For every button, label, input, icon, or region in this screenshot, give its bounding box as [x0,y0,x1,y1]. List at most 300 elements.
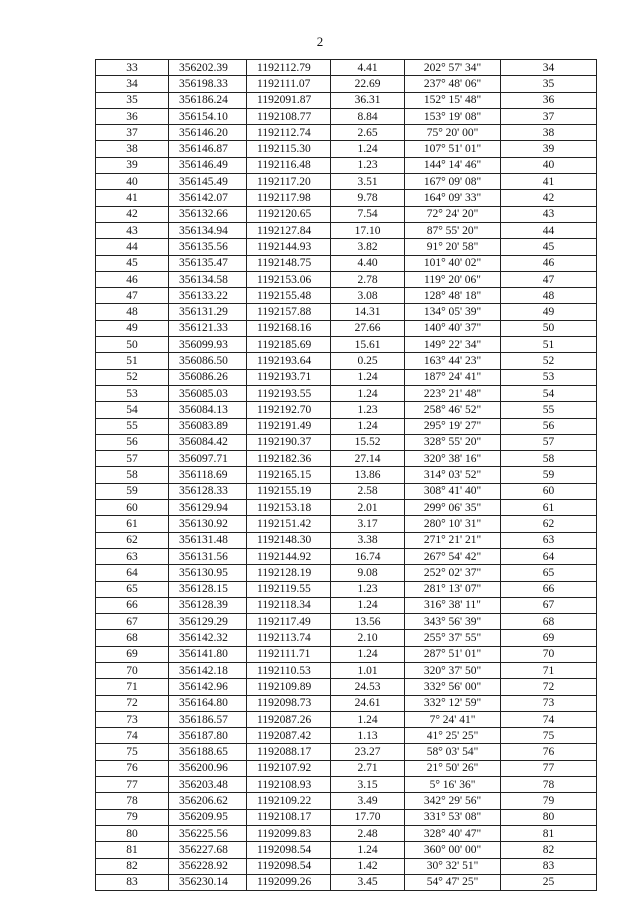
point-from-cell: 52 [96,369,169,385]
point-from-cell: 68 [96,630,169,646]
y-coordinate-cell: 1192109.89 [247,679,331,695]
table-row [96,320,597,336]
distance-cell: 3.49 [331,793,405,809]
y-coordinate-cell: 1192112.79 [247,60,331,76]
distance-cell: 1.23 [331,402,405,418]
point-to-cell: 65 [501,565,597,581]
y-coordinate-cell: 1192151.42 [247,516,331,532]
table-row [96,679,597,695]
direction-angle-cell: 202° 57' 34" [405,60,501,76]
x-coordinate-cell: 356230.14 [169,874,247,890]
y-coordinate-cell: 1192155.48 [247,288,331,304]
table-row [96,353,597,369]
y-coordinate-cell: 1192098.54 [247,842,331,858]
point-from-cell: 64 [96,565,169,581]
table-row [96,402,597,418]
y-coordinate-cell: 1192108.77 [247,108,331,124]
point-to-cell: 41 [501,174,597,190]
direction-angle-cell: 281° 13' 07" [405,581,501,597]
distance-cell: 3.38 [331,532,405,548]
x-coordinate-cell: 356142.96 [169,679,247,695]
page-number: 2 [316,34,324,49]
distance-cell: 1.24 [331,842,405,858]
point-to-cell: 78 [501,777,597,793]
point-from-cell: 66 [96,597,169,613]
distance-cell: 1.24 [331,597,405,613]
point-to-cell: 79 [501,793,597,809]
y-coordinate-cell: 1192119.55 [247,581,331,597]
distance-cell: 22.69 [331,76,405,92]
point-from-cell: 46 [96,271,169,287]
point-from-cell: 70 [96,662,169,678]
point-to-cell: 76 [501,744,597,760]
point-to-cell: 37 [501,108,597,124]
direction-angle-cell: 308° 41' 40" [405,483,501,499]
point-from-cell: 76 [96,760,169,776]
point-from-cell: 74 [96,728,169,744]
point-from-cell: 51 [96,353,169,369]
direction-angle-cell: 299° 06' 35" [405,500,501,516]
distance-cell: 3.15 [331,777,405,793]
table-row [96,483,597,499]
direction-angle-cell: 119° 20' 06" [405,271,501,287]
y-coordinate-cell: 1192110.53 [247,662,331,678]
y-coordinate-cell: 1192144.92 [247,548,331,564]
x-coordinate-cell: 356186.57 [169,711,247,727]
y-coordinate-cell: 1192117.49 [247,614,331,630]
y-coordinate-cell: 1192185.69 [247,337,331,353]
x-coordinate-cell: 356203.48 [169,777,247,793]
x-coordinate-cell: 356141.80 [169,646,247,662]
y-coordinate-cell: 1192088.17 [247,744,331,760]
table-row [96,157,597,173]
point-to-cell: 35 [501,76,597,92]
y-coordinate-cell: 1192109.22 [247,793,331,809]
x-coordinate-cell: 356129.94 [169,500,247,516]
direction-angle-cell: 332° 56' 00" [405,679,501,695]
table-row [96,500,597,516]
y-coordinate-cell: 1192116.48 [247,157,331,173]
point-to-cell: 72 [501,679,597,695]
distance-cell: 1.24 [331,711,405,727]
y-coordinate-cell: 1192192.70 [247,402,331,418]
y-coordinate-cell: 1192155.19 [247,483,331,499]
distance-cell: 1.23 [331,157,405,173]
point-to-cell: 58 [501,451,597,467]
table-row [96,206,597,222]
y-coordinate-cell: 1192153.06 [247,271,331,287]
distance-cell: 15.61 [331,337,405,353]
x-coordinate-cell: 356099.93 [169,337,247,353]
distance-cell: 4.41 [331,60,405,76]
point-from-cell: 45 [96,255,169,271]
point-from-cell: 38 [96,141,169,157]
x-coordinate-cell: 356209.95 [169,809,247,825]
x-coordinate-cell: 356129.29 [169,614,247,630]
x-coordinate-cell: 356187.80 [169,728,247,744]
point-to-cell: 62 [501,516,597,532]
point-to-cell: 63 [501,532,597,548]
distance-cell: 27.14 [331,451,405,467]
point-to-cell: 54 [501,385,597,401]
point-from-cell: 39 [96,157,169,173]
table-row [96,418,597,434]
distance-cell: 2.58 [331,483,405,499]
direction-angle-cell: 164° 09' 33" [405,190,501,206]
direction-angle-cell: 314° 03' 52" [405,467,501,483]
table-row [96,190,597,206]
table-row [96,760,597,776]
point-from-cell: 63 [96,548,169,564]
x-coordinate-cell: 356085.03 [169,385,247,401]
distance-cell: 1.13 [331,728,405,744]
table-row [96,108,597,124]
point-to-cell: 61 [501,500,597,516]
x-coordinate-cell: 356131.29 [169,304,247,320]
y-coordinate-cell: 1192144.93 [247,239,331,255]
point-from-cell: 33 [96,60,169,76]
point-from-cell: 37 [96,125,169,141]
point-from-cell: 72 [96,695,169,711]
table-row [96,581,597,597]
point-from-cell: 40 [96,174,169,190]
x-coordinate-cell: 356134.94 [169,222,247,238]
table-row [96,174,597,190]
point-to-cell: 73 [501,695,597,711]
distance-cell: 0.25 [331,353,405,369]
table-row [96,614,597,630]
x-coordinate-cell: 356146.87 [169,141,247,157]
x-coordinate-cell: 356202.39 [169,60,247,76]
distance-cell: 27.66 [331,320,405,336]
coordinates-table [95,59,597,891]
point-from-cell: 83 [96,874,169,890]
point-to-cell: 53 [501,369,597,385]
y-coordinate-cell: 1192099.83 [247,825,331,841]
y-coordinate-cell: 1192107.92 [247,760,331,776]
distance-cell: 1.01 [331,662,405,678]
x-coordinate-cell: 356086.50 [169,353,247,369]
distance-cell: 3.51 [331,174,405,190]
direction-angle-cell: 140° 40' 37" [405,320,501,336]
direction-angle-cell: 75° 20' 00" [405,125,501,141]
point-from-cell: 79 [96,809,169,825]
point-to-cell: 70 [501,646,597,662]
point-from-cell: 44 [96,239,169,255]
y-coordinate-cell: 1192165.15 [247,467,331,483]
distance-cell: 24.53 [331,679,405,695]
point-to-cell: 74 [501,711,597,727]
table-row [96,271,597,287]
direction-angle-cell: 58° 03' 54" [405,744,501,760]
point-to-cell: 49 [501,304,597,320]
x-coordinate-cell: 356146.20 [169,125,247,141]
y-coordinate-cell: 1192193.71 [247,369,331,385]
x-coordinate-cell: 356186.24 [169,92,247,108]
point-to-cell: 39 [501,141,597,157]
x-coordinate-cell: 356128.33 [169,483,247,499]
table-row [96,451,597,467]
table-row [96,744,597,760]
distance-cell: 1.24 [331,385,405,401]
distance-cell: 9.08 [331,565,405,581]
point-from-cell: 61 [96,516,169,532]
point-from-cell: 59 [96,483,169,499]
direction-angle-cell: 316° 38' 11" [405,597,501,613]
x-coordinate-cell: 356228.92 [169,858,247,874]
direction-angle-cell: 332° 12' 59" [405,695,501,711]
point-from-cell: 58 [96,467,169,483]
point-from-cell: 42 [96,206,169,222]
x-coordinate-cell: 356142.32 [169,630,247,646]
x-coordinate-cell: 356142.07 [169,190,247,206]
y-coordinate-cell: 1192191.49 [247,418,331,434]
direction-angle-cell: 267° 54' 42" [405,548,501,564]
x-coordinate-cell: 356128.15 [169,581,247,597]
x-coordinate-cell: 356131.56 [169,548,247,564]
direction-angle-cell: 5° 16' 36" [405,777,501,793]
table-row [96,695,597,711]
y-coordinate-cell: 1192118.34 [247,597,331,613]
x-coordinate-cell: 356097.71 [169,451,247,467]
table-row [96,809,597,825]
table-row [96,304,597,320]
direction-angle-cell: 320° 37' 50" [405,662,501,678]
y-coordinate-cell: 1192111.71 [247,646,331,662]
y-coordinate-cell: 1192182.36 [247,451,331,467]
distance-cell: 36.31 [331,92,405,108]
point-to-cell: 45 [501,239,597,255]
direction-angle-cell: 167° 09' 08" [405,174,501,190]
table-row [96,467,597,483]
direction-angle-cell: 271° 21' 21" [405,532,501,548]
point-from-cell: 50 [96,337,169,353]
direction-angle-cell: 41° 25' 25" [405,728,501,744]
table-row [96,141,597,157]
point-to-cell: 83 [501,858,597,874]
point-from-cell: 57 [96,451,169,467]
point-from-cell: 49 [96,320,169,336]
distance-cell: 1.23 [331,581,405,597]
point-from-cell: 75 [96,744,169,760]
table-row [96,728,597,744]
point-to-cell: 36 [501,92,597,108]
table-row [96,369,597,385]
point-to-cell: 34 [501,60,597,76]
point-to-cell: 52 [501,353,597,369]
distance-cell: 15.52 [331,434,405,450]
direction-angle-cell: 107° 51' 01" [405,141,501,157]
point-from-cell: 47 [96,288,169,304]
distance-cell: 1.24 [331,418,405,434]
point-from-cell: 54 [96,402,169,418]
x-coordinate-cell: 356135.47 [169,255,247,271]
distance-cell: 2.78 [331,271,405,287]
point-to-cell: 59 [501,467,597,483]
table-row [96,255,597,271]
x-coordinate-cell: 356083.89 [169,418,247,434]
distance-cell: 16.74 [331,548,405,564]
y-coordinate-cell: 1192148.30 [247,532,331,548]
x-coordinate-cell: 356188.65 [169,744,247,760]
point-to-cell: 43 [501,206,597,222]
point-from-cell: 56 [96,434,169,450]
table-row [96,337,597,353]
y-coordinate-cell: 1192117.20 [247,174,331,190]
point-from-cell: 53 [96,385,169,401]
y-coordinate-cell: 1192099.26 [247,874,331,890]
point-to-cell: 56 [501,418,597,434]
direction-angle-cell: 328° 55' 20" [405,434,501,450]
y-coordinate-cell: 1192098.73 [247,695,331,711]
table-row [96,532,597,548]
point-from-cell: 65 [96,581,169,597]
distance-cell: 1.24 [331,141,405,157]
point-from-cell: 73 [96,711,169,727]
x-coordinate-cell: 356128.39 [169,597,247,613]
x-coordinate-cell: 356142.18 [169,662,247,678]
point-to-cell: 68 [501,614,597,630]
table-row [96,858,597,874]
y-coordinate-cell: 1192108.17 [247,809,331,825]
y-coordinate-cell: 1192153.18 [247,500,331,516]
table-row [96,565,597,581]
y-coordinate-cell: 1192157.88 [247,304,331,320]
direction-angle-cell: 91° 20' 58" [405,239,501,255]
direction-angle-cell: 72° 24' 20" [405,206,501,222]
point-to-cell: 47 [501,271,597,287]
table-row [96,597,597,613]
distance-cell: 7.54 [331,206,405,222]
x-coordinate-cell: 356084.42 [169,434,247,450]
distance-cell: 13.86 [331,467,405,483]
direction-angle-cell: 128° 48' 18" [405,288,501,304]
y-coordinate-cell: 1192087.42 [247,728,331,744]
point-from-cell: 78 [96,793,169,809]
x-coordinate-cell: 356086.26 [169,369,247,385]
direction-angle-cell: 331° 53' 08" [405,809,501,825]
distance-cell: 1.42 [331,858,405,874]
x-coordinate-cell: 356121.33 [169,320,247,336]
direction-angle-cell: 187° 24' 41" [405,369,501,385]
table-row [96,222,597,238]
y-coordinate-cell: 1192148.75 [247,255,331,271]
direction-angle-cell: 223° 21' 48" [405,385,501,401]
distance-cell: 2.01 [331,500,405,516]
x-coordinate-cell: 356145.49 [169,174,247,190]
table-row [96,288,597,304]
direction-angle-cell: 237° 48' 06" [405,76,501,92]
direction-angle-cell: 101° 40' 02" [405,255,501,271]
direction-angle-cell: 87° 55' 20" [405,222,501,238]
direction-angle-cell: 343° 56' 39" [405,614,501,630]
point-to-cell: 71 [501,662,597,678]
direction-angle-cell: 328° 40' 47" [405,825,501,841]
distance-cell: 3.45 [331,874,405,890]
x-coordinate-cell: 356133.22 [169,288,247,304]
point-from-cell: 48 [96,304,169,320]
coordinates-table-body [96,60,597,891]
y-coordinate-cell: 1192108.93 [247,777,331,793]
x-coordinate-cell: 356198.33 [169,76,247,92]
x-coordinate-cell: 356118.69 [169,467,247,483]
distance-cell: 2.65 [331,125,405,141]
distance-cell: 2.10 [331,630,405,646]
point-from-cell: 62 [96,532,169,548]
distance-cell: 8.84 [331,108,405,124]
y-coordinate-cell: 1192091.87 [247,92,331,108]
x-coordinate-cell: 356084.13 [169,402,247,418]
distance-cell: 3.82 [331,239,405,255]
direction-angle-cell: 152° 15' 48" [405,92,501,108]
direction-angle-cell: 258° 46' 52" [405,402,501,418]
x-coordinate-cell: 356130.92 [169,516,247,532]
point-from-cell: 41 [96,190,169,206]
point-from-cell: 81 [96,842,169,858]
distance-cell: 3.17 [331,516,405,532]
table-row [96,711,597,727]
direction-angle-cell: 320° 38' 16" [405,451,501,467]
direction-angle-cell: 144° 14' 46" [405,157,501,173]
table-row [96,777,597,793]
y-coordinate-cell: 1192098.54 [247,858,331,874]
x-coordinate-cell: 356164.80 [169,695,247,711]
table-row [96,646,597,662]
direction-angle-cell: 280° 10' 31" [405,516,501,532]
y-coordinate-cell: 1192127.84 [247,222,331,238]
point-to-cell: 82 [501,842,597,858]
point-to-cell: 40 [501,157,597,173]
point-from-cell: 71 [96,679,169,695]
point-to-cell: 81 [501,825,597,841]
point-to-cell: 66 [501,581,597,597]
point-to-cell: 69 [501,630,597,646]
x-coordinate-cell: 356225.56 [169,825,247,841]
x-coordinate-cell: 356206.62 [169,793,247,809]
point-to-cell: 77 [501,760,597,776]
direction-angle-cell: 360° 00' 00" [405,842,501,858]
point-from-cell: 43 [96,222,169,238]
point-to-cell: 48 [501,288,597,304]
y-coordinate-cell: 1192117.98 [247,190,331,206]
table-row [96,630,597,646]
direction-angle-cell: 21° 50' 26" [405,760,501,776]
y-coordinate-cell: 1192112.74 [247,125,331,141]
table-row [96,76,597,92]
x-coordinate-cell: 356130.95 [169,565,247,581]
direction-angle-cell: 342° 29' 56" [405,793,501,809]
table-row [96,662,597,678]
y-coordinate-cell: 1192168.16 [247,320,331,336]
point-to-cell: 38 [501,125,597,141]
table-row [96,874,597,890]
x-coordinate-cell: 356154.10 [169,108,247,124]
direction-angle-cell: 134° 05' 39" [405,304,501,320]
distance-cell: 1.24 [331,369,405,385]
table-row [96,60,597,76]
direction-angle-cell: 149° 22' 34" [405,337,501,353]
point-from-cell: 35 [96,92,169,108]
point-to-cell: 42 [501,190,597,206]
direction-angle-cell: 255° 37' 55" [405,630,501,646]
direction-angle-cell: 30° 32' 51" [405,858,501,874]
y-coordinate-cell: 1192193.55 [247,385,331,401]
distance-cell: 3.08 [331,288,405,304]
x-coordinate-cell: 356135.56 [169,239,247,255]
x-coordinate-cell: 356146.49 [169,157,247,173]
point-from-cell: 67 [96,614,169,630]
direction-angle-cell: 295° 19' 27" [405,418,501,434]
